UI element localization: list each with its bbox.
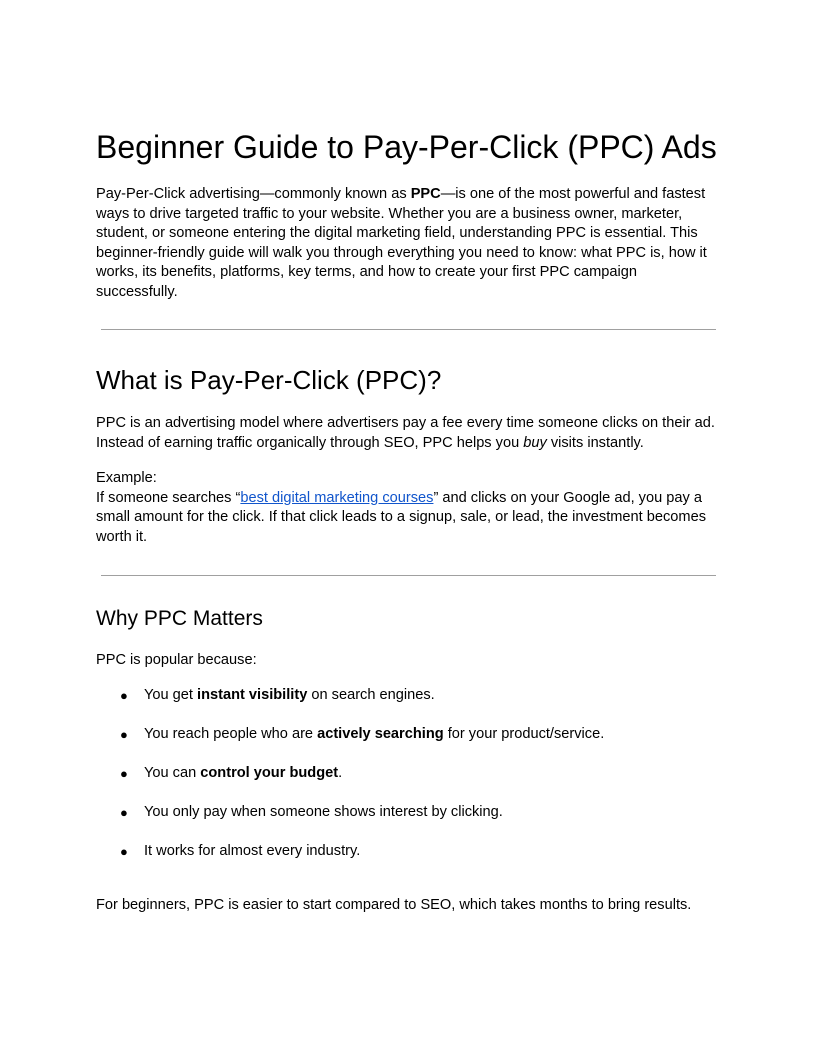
list-item-bold: instant visibility (197, 687, 308, 703)
document-title: Beginner Guide to Pay-Per-Click (PPC) Ads (96, 129, 717, 165)
list-item-bold: control your budget (200, 765, 339, 781)
bullet-icon: ● (120, 727, 128, 742)
list-item-text-before: It works for almost every industry. (144, 843, 361, 859)
section-divider (101, 329, 716, 330)
list-item (96, 764, 720, 803)
example-label: Example: (96, 470, 157, 486)
what-is-text-after: visits instantly. (546, 434, 644, 451)
list-item-text-after: for your product/service. (443, 726, 605, 742)
list-item-text-after: on search engines. (307, 687, 435, 703)
bullet-icon: ● (120, 766, 128, 781)
list-item-text-before: You reach people who are (144, 726, 318, 742)
bullet-icon: ● (120, 805, 128, 820)
intro-paragraph (96, 185, 720, 302)
heading-what-is-ppc: What is Pay-Per-Click (PPC)? (96, 365, 442, 395)
intro-text-after: —is one of the most powerful and fastest ways to drive targeted traffic to your website. Whether you are a business owner, marketer, student, or someone entering the digital marketing field, understanding PPC is essential. This beginner-friendly guide will walk you through everything you need to know: what PPC is, how it works, its benefits, platforms, key terms, and how to create your first PPC campaign successfully. (96, 186, 707, 300)
list-item-text-after: . (338, 765, 343, 781)
list-item-bold: actively searching (317, 726, 444, 742)
list-item (96, 803, 720, 842)
heading-why-ppc-matters: Why PPC Matters (96, 607, 263, 630)
section-divider (101, 575, 716, 576)
example-text-after: ” and clicks on your Google ad, you pay a small amount for the click. If that click leads to a signup, sale, or lead, the investment becomes worth it. (96, 489, 706, 545)
list-item (96, 842, 720, 881)
what-is-paragraph (96, 414, 720, 453)
list-item (96, 725, 720, 764)
list-item-text-before: You get (144, 687, 198, 703)
example-paragraph (96, 469, 720, 547)
why-bullet-list (96, 686, 720, 881)
intro-ppc-bold: PPC (410, 186, 441, 202)
list-item (96, 686, 720, 725)
intro-text-before: Pay-Per-Click advertising—commonly known as (96, 186, 411, 202)
example-link[interactable]: best digital marketing courses (240, 489, 434, 506)
what-is-italic-buy: buy (523, 434, 547, 451)
bullet-icon: ● (120, 844, 128, 859)
list-item-text-before: You can (144, 765, 201, 781)
list-item-text-before: You only pay when someone shows interest by clicking. (144, 804, 503, 820)
bullet-icon: ● (120, 688, 128, 703)
what-is-text-before: PPC is an advertising model where advertisers pay a fee every time someone clicks on their ad. Instead of earning traffic organically through SEO, PPC helps you (96, 415, 715, 451)
example-text-before: If someone searches “ (96, 489, 241, 506)
closing-paragraph: For beginners, PPC is easier to start compared to SEO, which takes months to bring results. (96, 897, 692, 913)
why-lead-paragraph: PPC is popular because: (96, 652, 257, 668)
